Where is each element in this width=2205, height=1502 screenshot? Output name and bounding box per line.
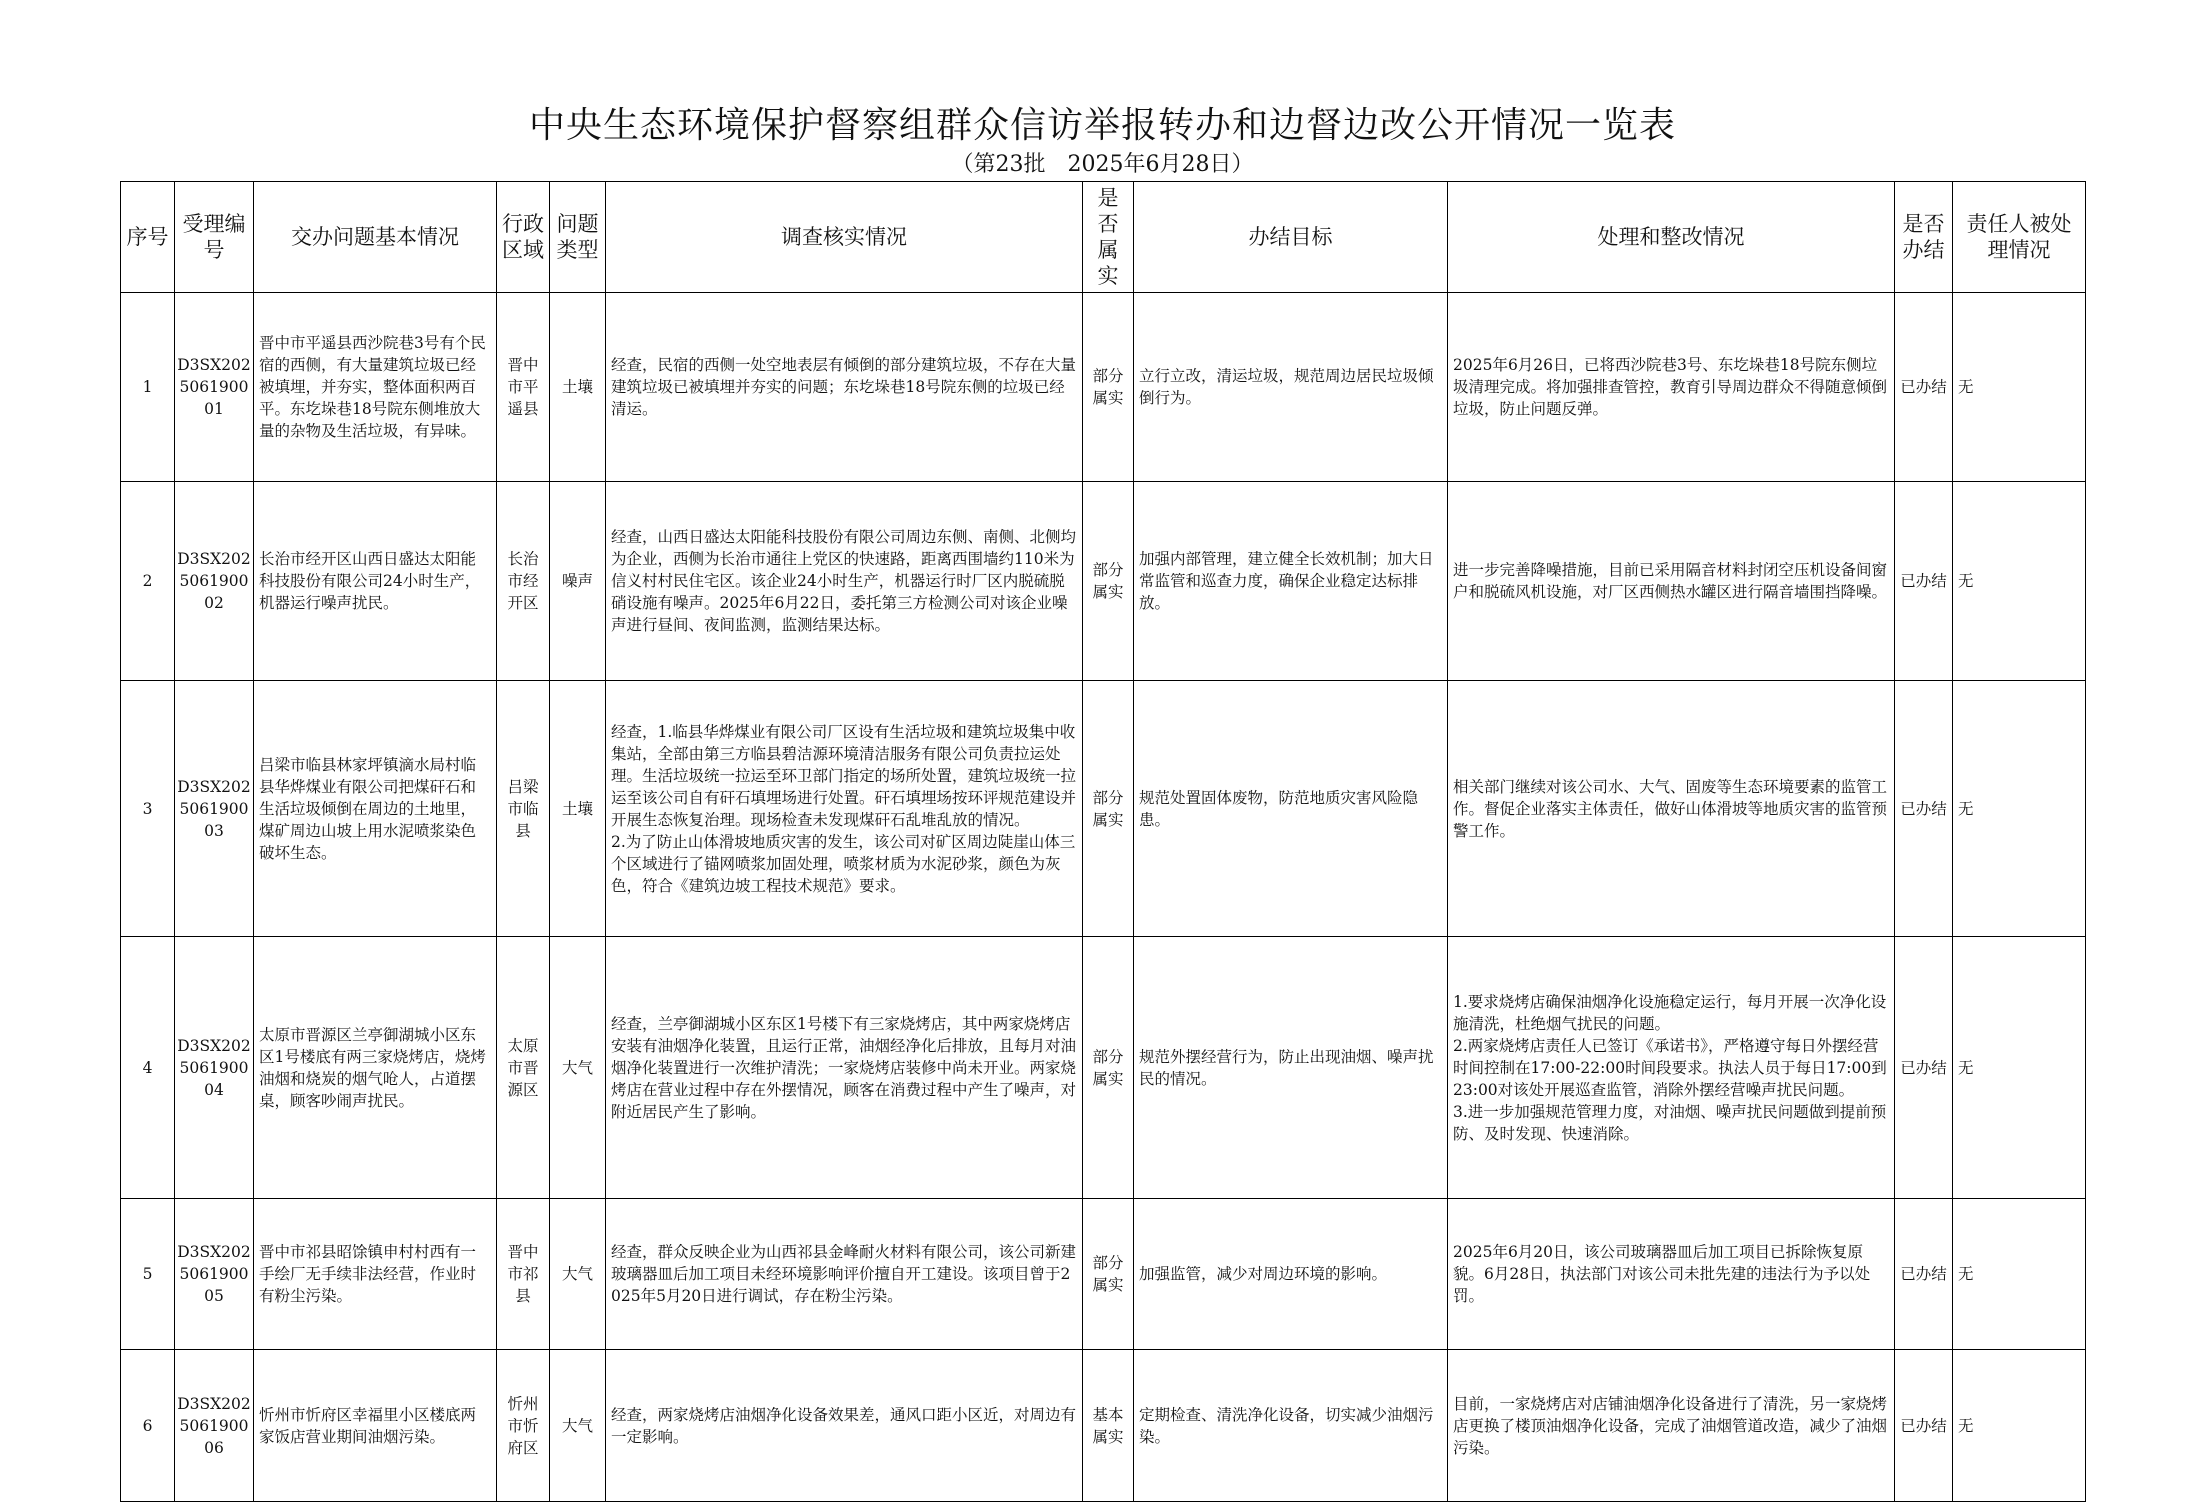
report-table <box>120 181 2086 1502</box>
cell-region: 吕梁市临县 <box>497 681 550 937</box>
cell-closed: 已办结 <box>1895 1199 1953 1350</box>
header-type: 问题类型 <box>550 182 606 293</box>
cell-verified: 部分属实 <box>1083 1199 1134 1350</box>
header-investigation: 调查核实情况 <box>606 182 1083 293</box>
cell-type: 大气 <box>550 1199 606 1350</box>
page-subtitle: （第23批 2025年6月28日） <box>951 152 1254 177</box>
cell-problem: 晋中市平遥县西沙院巷3号有个民宿的西侧，有大量建筑垃圾已经被填埋，并夯实，整体面积两百平。东圪垛巷18号院东侧堆放大量的杂物及生活垃圾，有异味。 <box>254 293 497 482</box>
header-verified: 是否属实 <box>1083 182 1134 293</box>
table-header-row <box>121 182 2086 293</box>
cell-accountability: 无 <box>1953 293 2086 482</box>
cell-no: 1 <box>121 293 175 482</box>
cell-goal: 规范外摆经营行为，防止出现油烟、噪声扰民的情况。 <box>1134 937 1448 1199</box>
cell-verified: 部分属实 <box>1083 482 1134 681</box>
cell-code: D3SX202506190001 <box>175 293 254 482</box>
cell-code: D3SX202506190004 <box>175 937 254 1199</box>
cell-rectification: 2025年6月20日，该公司玻璃器皿后加工项目已拆除恢复原貌。6月28日，执法部门对该公司未批先建的违法行为予以处罚。 <box>1448 1199 1895 1350</box>
cell-goal: 定期检查、清洗净化设备，切实减少油烟污染。 <box>1134 1350 1448 1502</box>
header-no: 序号 <box>121 182 175 293</box>
cell-closed: 已办结 <box>1895 293 1953 482</box>
cell-rectification: 2025年6月26日，已将西沙院巷3号、东圪垛巷18号院东侧垃圾清理完成。将加强排查管控，教育引导周边群众不得随意倾倒垃圾，防止问题反弹。 <box>1448 293 1895 482</box>
cell-verified: 部分属实 <box>1083 681 1134 937</box>
cell-no: 4 <box>121 937 175 1199</box>
cell-region: 忻州市忻府区 <box>497 1350 550 1502</box>
cell-closed: 已办结 <box>1895 681 1953 937</box>
header-problem: 交办问题基本情况 <box>254 182 497 293</box>
cell-closed: 已办结 <box>1895 937 1953 1199</box>
table-row <box>121 293 2086 482</box>
cell-region: 长治市经开区 <box>497 482 550 681</box>
page-title: 中央生态环境保护督察组群众信访举报转办和边督边改公开情况一览表 <box>528 105 1676 146</box>
cell-no: 5 <box>121 1199 175 1350</box>
table-row <box>121 937 2086 1199</box>
cell-problem: 太原市晋源区兰亭御湖城小区东区1号楼底有两三家烧烤店，烧烤油烟和烧炭的烟气呛人，占道摆桌，顾客吵闹声扰民。 <box>254 937 497 1199</box>
cell-investigation: 经查，1.临县华烨煤业有限公司厂区设有生活垃圾和建筑垃圾集中收集站，全部由第三方临县碧洁源环境清洁服务有限公司负责拉运处理。生活垃圾统一拉运至环卫部门指定的场所处置，建筑垃圾统一拉运至该公司自有矸石填埋场进行处置。矸石填埋场按环评规范建设并开展生态恢复治理。现场检查未发现煤矸石乱堆乱放的情况。 2.为了防止山体滑坡地质灾害的发生，该公司对矿区周边陡崖山体三个区域进行了锚网喷浆加固处理，喷浆材质为水泥砂浆，颜色为灰色，符合《建筑边坡工程技术规范》要求。 <box>606 681 1083 937</box>
cell-accountability: 无 <box>1953 1350 2086 1502</box>
cell-goal: 规范处置固体废物，防范地质灾害风险隐患。 <box>1134 681 1448 937</box>
cell-accountability: 无 <box>1953 681 2086 937</box>
table-row <box>121 681 2086 937</box>
header-accountability: 责任人被处理情况 <box>1953 182 2086 293</box>
cell-goal: 加强内部管理，建立健全长效机制；加大日常监管和巡查力度，确保企业稳定达标排放。 <box>1134 482 1448 681</box>
cell-verified: 部分属实 <box>1083 293 1134 482</box>
cell-code: D3SX202506190005 <box>175 1199 254 1350</box>
cell-rectification: 目前，一家烧烤店对店铺油烟净化设备进行了清洗，另一家烧烤店更换了楼顶油烟净化设备，完成了油烟管道改造，减少了油烟污染。 <box>1448 1350 1895 1502</box>
cell-rectification: 相关部门继续对该公司水、大气、固废等生态环境要素的监管工作。督促企业落实主体责任，做好山体滑坡等地质灾害的监管预警工作。 <box>1448 681 1895 937</box>
cell-accountability: 无 <box>1953 937 2086 1199</box>
cell-problem: 晋中市祁县昭馀镇申村村西有一手绘厂无手续非法经营，作业时有粉尘污染。 <box>254 1199 497 1350</box>
cell-closed: 已办结 <box>1895 482 1953 681</box>
table-row <box>121 1350 2086 1502</box>
header-rectification: 处理和整改情况 <box>1448 182 1895 293</box>
cell-accountability: 无 <box>1953 482 2086 681</box>
cell-closed: 已办结 <box>1895 1350 1953 1502</box>
cell-problem: 长治市经开区山西日盛达太阳能科技股份有限公司24小时生产，机器运行噪声扰民。 <box>254 482 497 681</box>
cell-goal: 立行立改，清运垃圾，规范周边居民垃圾倾倒行为。 <box>1134 293 1448 482</box>
header-closed: 是否办结 <box>1895 182 1953 293</box>
cell-investigation: 经查，民宿的西侧一处空地表层有倾倒的部分建筑垃圾，不存在大量建筑垃圾已被填埋并夯实的问题；东圪垛巷18号院东侧的垃圾已经清运。 <box>606 293 1083 482</box>
cell-no: 6 <box>121 1350 175 1502</box>
cell-type: 大气 <box>550 1350 606 1502</box>
header-region: 行政区域 <box>497 182 550 293</box>
cell-problem: 吕梁市临县林家坪镇滴水局村临县华烨煤业有限公司把煤矸石和生活垃圾倾倒在周边的土地里，煤矿周边山坡上用水泥喷浆染色破坏生态。 <box>254 681 497 937</box>
cell-investigation: 经查，群众反映企业为山西祁县金峰耐火材料有限公司，该公司新建玻璃器皿后加工项目未经环境影响评价擅自开工建设。该项目曾于2025年5月20日进行调试，存在粉尘污染。 <box>606 1199 1083 1350</box>
cell-no: 2 <box>121 482 175 681</box>
table-row <box>121 1199 2086 1350</box>
cell-verified: 部分属实 <box>1083 937 1134 1199</box>
cell-code: D3SX202506190002 <box>175 482 254 681</box>
cell-code: D3SX202506190003 <box>175 681 254 937</box>
table-row <box>121 482 2086 681</box>
cell-verified: 基本属实 <box>1083 1350 1134 1502</box>
cell-goal: 加强监管，减少对周边环境的影响。 <box>1134 1199 1448 1350</box>
header-code: 受理编号 <box>175 182 254 293</box>
cell-region: 太原市晋源区 <box>497 937 550 1199</box>
cell-region: 晋中市平遥县 <box>497 293 550 482</box>
cell-type: 土壤 <box>550 293 606 482</box>
cell-no: 3 <box>121 681 175 937</box>
cell-type: 土壤 <box>550 681 606 937</box>
cell-type: 噪声 <box>550 482 606 681</box>
cell-investigation: 经查，两家烧烤店油烟净化设备效果差，通风口距小区近，对周边有一定影响。 <box>606 1350 1083 1502</box>
cell-investigation: 经查，山西日盛达太阳能科技股份有限公司周边东侧、南侧、北侧均为企业，西侧为长治市通往上党区的快速路，距离西围墙约110米为信义村村民住宅区。该企业24小时生产，机器运行时厂区内脱硫脱硝设施有噪声。2025年6月22日，委托第三方检测公司对该企业噪声进行昼间、夜间监测，监测结果达标。 <box>606 482 1083 681</box>
header-goal: 办结目标 <box>1134 182 1448 293</box>
cell-type: 大气 <box>550 937 606 1199</box>
cell-rectification: 1.要求烧烤店确保油烟净化设施稳定运行，每月开展一次净化设施清洗，杜绝烟气扰民的问题。 2.两家烧烤店责任人已签订《承诺书》，严格遵守每日外摆经营时间控制在17:00-22:00时间段要求。执法人员于每日17:00到23:00对该处开展巡查监管，消除外摆经营噪声扰民问题。 3.进一步加强规范管理力度，对油烟、噪声扰民问题做到提前预防、及时发现、快速消除。 <box>1448 937 1895 1199</box>
cell-rectification: 进一步完善降噪措施，目前已采用隔音材料封闭空压机设备间窗户和脱硫风机设施，对厂区西侧热水罐区进行隔音墙围挡降噪。 <box>1448 482 1895 681</box>
cell-accountability: 无 <box>1953 1199 2086 1350</box>
cell-code: D3SX202506190006 <box>175 1350 254 1502</box>
cell-region: 晋中市祁县 <box>497 1199 550 1350</box>
cell-problem: 忻州市忻府区幸福里小区楼底两家饭店营业期间油烟污染。 <box>254 1350 497 1502</box>
cell-investigation: 经查，兰亭御湖城小区东区1号楼下有三家烧烤店，其中两家烧烤店安装有油烟净化装置，且运行正常，油烟经净化后排放，且每月对油烟净化装置进行一次维护清洗；一家烧烤店装修中尚未开业。两家烧烤店在营业过程中存在外摆情况，顾客在消费过程中产生了噪声，对附近居民产生了影响。 <box>606 937 1083 1199</box>
